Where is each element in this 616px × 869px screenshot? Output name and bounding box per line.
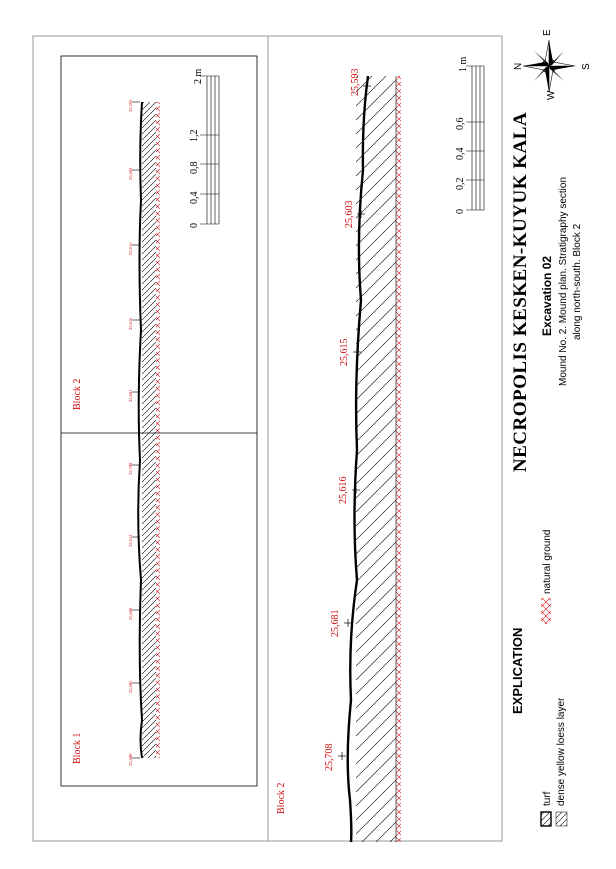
upper-panel [61,56,257,786]
upper-elevation-label: 25,616 [128,317,133,330]
lower-scale-tick-0-4: 0,4 [455,147,466,160]
upper-elevation-label: 25,612 [128,534,133,547]
upper-elevation-label: 25,603 [128,167,133,180]
upper-block-2-label: Block 2 [72,378,83,410]
compass-rose-icon [523,40,575,92]
lower-elevation-label: 25,615 [339,338,350,366]
drawing-subtitle: Excavation 02 [540,255,554,336]
explication-heading: EXPLICATION [510,627,525,714]
lower-elevation-label: 25,708 [324,743,335,771]
compass-s: S [581,63,592,70]
compass-w: W [546,90,557,100]
legend-label-natural-ground: natural ground [542,529,553,594]
legend-label-loess: dense yellow loess layer [556,697,567,806]
lower-elevation-label: 25,616 [338,476,349,504]
upper-elevation-label: 25,708 [128,462,133,475]
upper-loess-layer [142,102,156,758]
lower-scale-tick-0-6: 0,6 [455,117,466,130]
drawing-title: NECROPOLIS KESKEN-KUYUK KALA [510,111,531,473]
turf-swatch-icon [541,812,551,826]
upper-scale-end: 2 m [193,68,204,84]
lower-block-2-label: Block 2 [276,782,287,814]
legend-label-turf: turf [542,791,553,806]
upper-elevation-label: 25,608 [128,607,133,620]
natural-ground-swatch-icon [541,598,551,624]
upper-elevation-label: 25,605 [128,680,133,693]
lower-elevation-label: 25,593 [350,68,361,96]
compass-e: E [542,29,553,36]
lower-elevation-label: 25,603 [344,200,355,228]
compass-n: N [513,62,524,70]
upper-scale-bar [200,76,219,224]
upper-scale-tick-1-2: 1,2 [189,129,200,142]
upper-scale-tick-0-8: 0,8 [189,161,200,174]
upper-elevation-label: 25,600 [128,753,133,766]
upper-elevation-label: 25,681 [128,389,133,402]
upper-scale-tick-0-4: 0,4 [189,191,200,204]
upper-natural-ground [156,102,160,758]
loess-hatch-swatch-icon [556,812,567,826]
upper-scale-tick-0: 0 [189,223,200,228]
drawing-description-2: along north-south. Block 2 [572,223,583,340]
upper-elevation-label: 25,615 [128,242,133,255]
lower-elevation-label: 25,681 [330,609,341,637]
lower-scale-end: 1 m [458,56,469,72]
lower-scale-tick-0: 0 [455,209,466,214]
lower-scale-tick-0-2: 0,2 [455,177,466,190]
lower-natural-ground [396,76,401,842]
lower-scale-bar [466,66,484,210]
drawing-description-1: Mound No. 2. Mound plan. Stratigraphy section [558,176,569,386]
upper-turf-line [138,102,142,758]
upper-elevation-label: 25,593 [128,99,133,112]
upper-block-1-label: Block 1 [72,732,83,764]
